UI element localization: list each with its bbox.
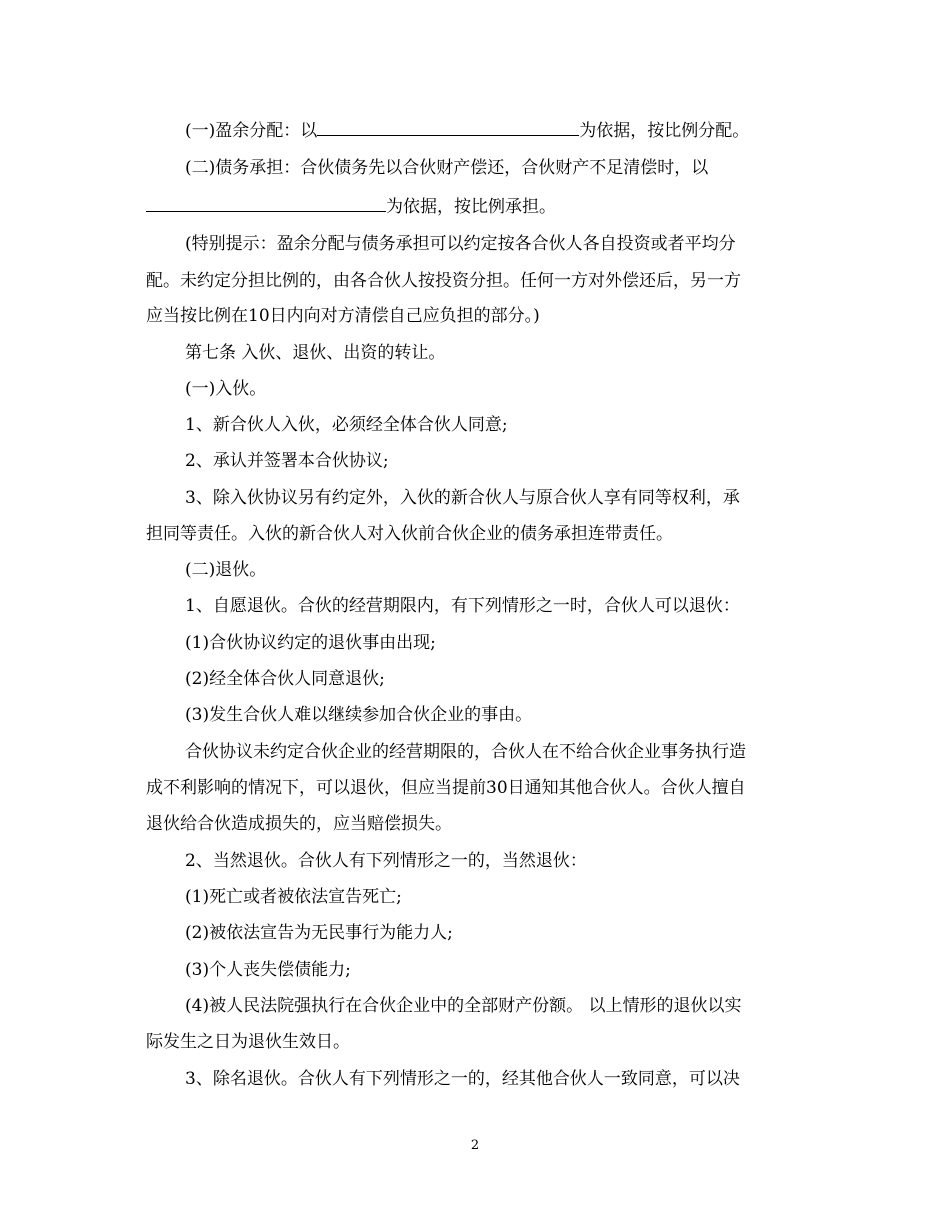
no-term-line-2: 成不利影响的情况下，可以退伙，但应当提前30日通知其他合伙人。合伙人擅自	[146, 778, 746, 798]
expulsion-withdraw: 3、除名退伙。合伙人有下列情形之一的，经其他合伙人一致同意，可以决	[185, 1069, 740, 1089]
voluntary-case-2: (2)经全体合伙人同意退伙;	[185, 669, 385, 689]
text: (一)盈余分配：以	[185, 121, 318, 141]
page-number: 2	[470, 1138, 480, 1153]
join-item-3-line-2: 担同等责任。入伙的新合伙人对入伙前合伙企业的债务承担连带责任。	[146, 524, 673, 544]
join-item-3-line-1: 3、除入伙协议另有约定外，入伙的新合伙人与原合伙人享有同等权利，承	[185, 488, 740, 508]
debt-bearing-line-2	[146, 194, 556, 219]
special-note-line-2: 配。未约定分担比例的，由各合伙人按投资分担。任何一方对外偿还后，另一方	[146, 271, 741, 291]
special-note-line-3: 应当按比例在10日内向对方清偿自己应负担的部分。)	[146, 306, 540, 326]
automatic-case-4-line-2: 际发生之日为退伙生效日。	[146, 1032, 350, 1052]
text: 为依据，按比例承担。	[386, 197, 556, 217]
voluntary-case-1: (1)合伙协议约定的退伙事由出现;	[185, 633, 436, 653]
automatic-case-4-line-1: (4)被人民法院强执行在合伙企业中的全部财产份额。 以上情形的退伙以实	[185, 996, 742, 1016]
no-term-line-1: 合伙协议未约定合伙企业的经营期限的，合伙人在不给合伙企业事务执行造	[185, 742, 746, 762]
automatic-case-3: (3)个人丧失偿债能力;	[185, 960, 351, 980]
profit-distribution-line	[185, 118, 749, 143]
join-item-1: 1、新合伙人入伙，必须经全体合伙人同意;	[185, 415, 508, 435]
article-7-heading: 第七条 入伙、退伙、出资的转让。	[185, 343, 446, 363]
automatic-withdraw: 2、当然退伙。合伙人有下列情形之一的，当然退伙：	[185, 851, 587, 871]
section-join-heading: (一)入伙。	[185, 379, 267, 399]
automatic-case-2: (2)被依法宣告为无民事行为能力人;	[185, 923, 453, 943]
automatic-case-1: (1)死亡或者被依法宣告死亡;	[185, 887, 402, 907]
blank-underline	[317, 118, 579, 136]
blank-underline	[146, 194, 386, 212]
special-note-line-1: (特别提示：盈余分配与债务承担可以约定按各合伙人各自投资或者平均分	[185, 234, 736, 254]
join-item-2: 2、承认并签署本合伙协议;	[185, 451, 389, 471]
text: 为依据，按比例分配。	[579, 121, 750, 141]
no-term-line-3: 退伙给合伙造成损失的，应当赔偿损失。	[146, 814, 452, 834]
section-withdraw-heading: (二)退伙。	[185, 560, 267, 580]
debt-bearing-line-1: (二)债务承担：合伙债务先以合伙财产偿还，合伙财产不足清偿时，以	[185, 158, 709, 178]
voluntary-case-3: (3)发生合伙人难以继续参加合伙企业的事由。	[185, 705, 533, 725]
voluntary-withdraw: 1、自愿退伙。合伙的经营期限内，有下列情形之一时，合伙人可以退伙：	[185, 596, 740, 616]
